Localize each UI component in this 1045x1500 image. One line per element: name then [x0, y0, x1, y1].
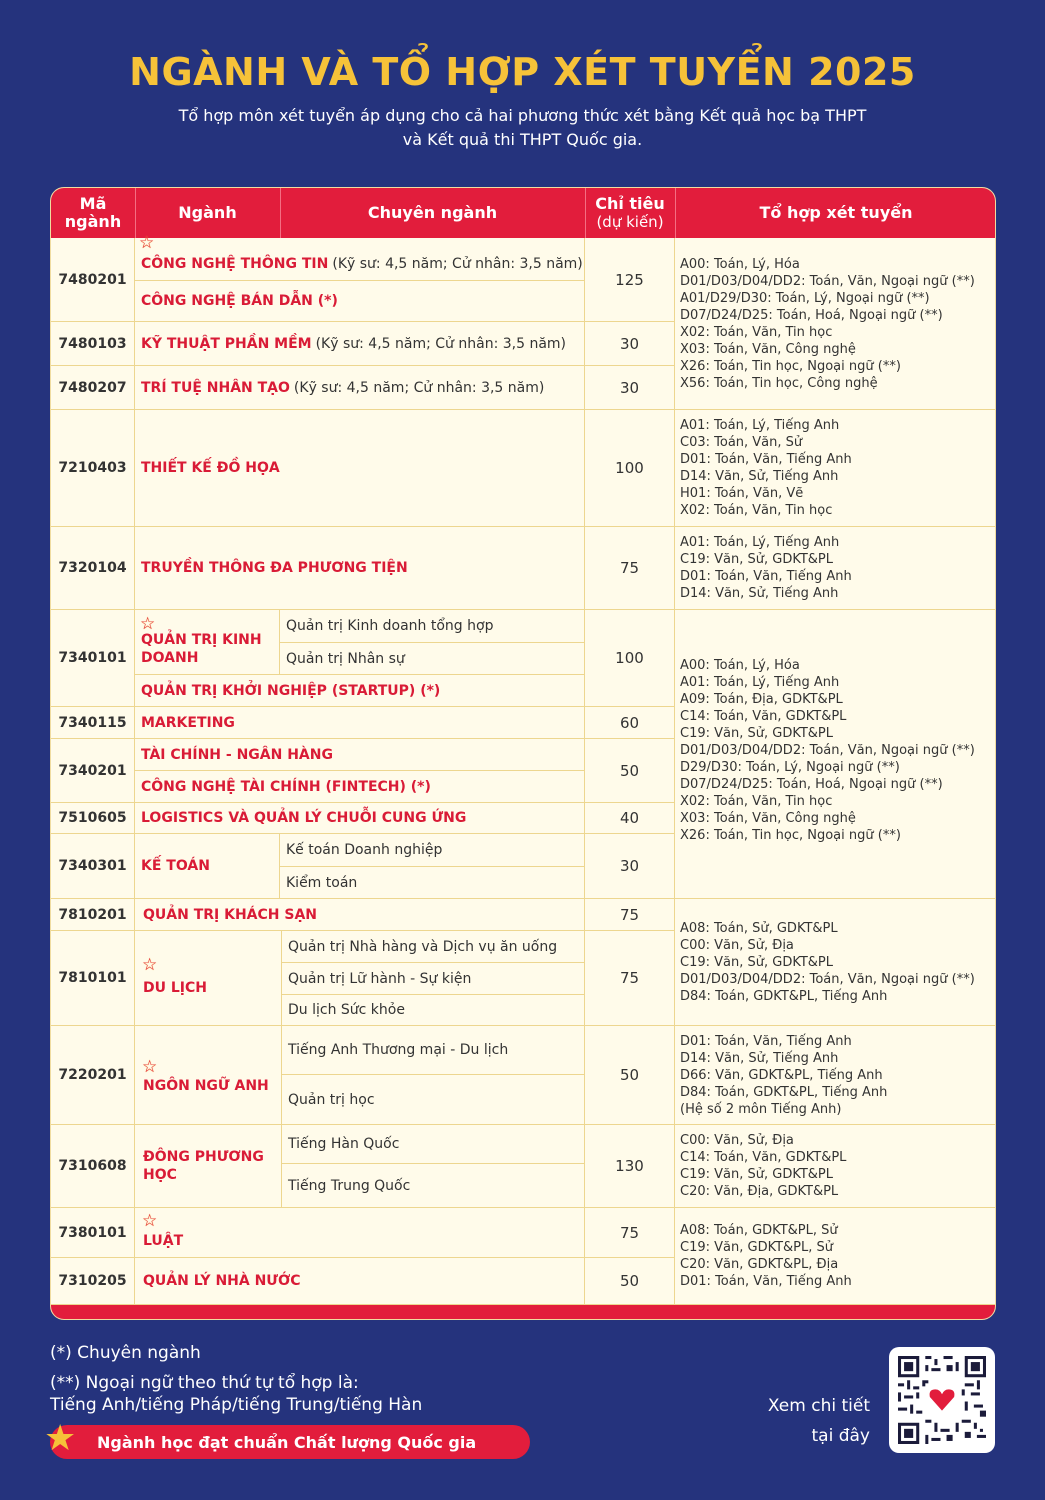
code-7380101: 7380101: [51, 1208, 135, 1258]
major-cong-nghe-ban-dan: CÔNG NGHỆ BÁN DẪN (*): [135, 281, 585, 322]
code-7220201: 7220201: [51, 1026, 135, 1125]
spec-ke-toan-doanh-nghiep: Kế toán Doanh nghiệp: [280, 834, 585, 867]
code-7810101: 7810101: [51, 931, 135, 1026]
combo-list: A08: Toán, GDKT&PL, Sử C19: Văn, GDKT&PL, Sử C20: Văn, GDKT&PL, Địa D01: Toán, Văn, Tiếng Anh: [680, 1223, 852, 1289]
combo-group-media: [675, 527, 996, 610]
code-7810201: 7810201: [51, 899, 135, 931]
major-du-lich: DU LỊCH: [135, 931, 282, 1026]
major-quan-tri-kinh-doanh: QUẢN TRỊ KINH DOANH: [135, 610, 280, 675]
major-quan-tri-khoi-nghiep: QUẢN TRỊ KHỞI NGHIỆP (STARTUP) (*): [135, 675, 585, 707]
star-icon: ☆: [142, 955, 158, 975]
major-truyen-thong-da-phuong-tien: TRUYỀN THÔNG ĐA PHƯƠNG TIỆN: [135, 527, 585, 610]
major-note: (Kỹ sư: 4,5 năm; Cử nhân: 3,5 năm): [293, 379, 545, 396]
spec-nha-hang: Quản trị Nhà hàng và Dịch vụ ăn uống: [282, 931, 585, 963]
combo-group-business: [675, 610, 996, 899]
star-icon: ☆: [140, 614, 156, 634]
code-7480201: 7480201: [51, 238, 135, 322]
major-ky-thuat-phan-mem: [135, 322, 585, 366]
header-combos: Tổ hợp xét tuyển: [759, 203, 913, 222]
quota-7810101: 75: [585, 931, 675, 1026]
spec-lu-hanh: Quản trị Lữ hành - Sự kiện: [282, 963, 585, 995]
major-quan-tri-khach-san: QUẢN TRỊ KHÁCH SẠN: [135, 899, 585, 931]
major-label: CÔNG NGHỆ THÔNG TIN: [141, 256, 329, 272]
code-7310608: 7310608: [51, 1125, 135, 1208]
admission-table: [50, 187, 996, 1320]
quota-7380101: 75: [585, 1208, 675, 1258]
major-label: TRÍ TUỆ NHÂN TẠO: [141, 379, 290, 396]
quota-7340201: 50: [585, 739, 675, 803]
header-quota: [585, 188, 675, 238]
major-note: (Kỹ sư: 4,5 năm; Cử nhân: 3,5 năm): [315, 335, 567, 352]
major-luat: LUẬT: [135, 1208, 585, 1258]
quota-7340101: 100: [585, 610, 675, 707]
quota-7340301: 30: [585, 834, 675, 899]
code-7480103: 7480103: [51, 322, 135, 366]
combo-group-design: [675, 410, 996, 527]
qr-code-icon[interactable]: [889, 1347, 995, 1453]
quota-7320104: 75: [585, 527, 675, 610]
footnote-language-2: Tiếng Anh/tiếng Pháp/tiếng Trung/tiếng Hàn: [50, 1395, 423, 1415]
subtitle-line-1: Tổ hợp môn xét tuyển áp dụng cho cả hai phương thức xét bằng Kết quả học bạ THPT: [178, 106, 867, 125]
code-7340101: 7340101: [51, 610, 135, 707]
major-thiet-ke-do-hoa: THIẾT KẾ ĐỒ HỌA: [135, 410, 585, 527]
combo-group-english: [675, 1026, 996, 1125]
major-logistics: LOGISTICS VÀ QUẢN LÝ CHUỖI CUNG ỨNG: [135, 803, 585, 834]
major-tri-tue-nhan-tao: [135, 366, 585, 410]
combo-list: A00: Toán, Lý, Hóa A01: Toán, Lý, Tiếng Anh A09: Toán, Địa, GDKT&PL C14: Toán, Văn, GDKT&PL C19: Văn, Sử, GDKT&PL D01/D03/D04/DD2: Toán, Văn, Ngoại ngữ (**) D29/D30: Toán, Lý, Ngoại ngữ (**) D07/D24/D25: Toán, Hoá, Ngoại ngữ (**) X02: Toán, Văn, Tin học X03: Toán, Văn, Công nghệ X26: Toán, Tin học, Ngoại ngữ (**): [680, 658, 975, 843]
table-header: [51, 188, 996, 238]
code-7510605: 7510605: [51, 803, 135, 834]
spec-quan-tri-nhan-su: Quản trị Nhân sự: [280, 643, 585, 675]
major-ke-toan: KẾ TOÁN: [135, 834, 280, 899]
major-cong-nghe-thong-tin: [135, 233, 585, 281]
footnote-language-1: (**) Ngoại ngữ theo thứ tự tổ hợp là:: [50, 1373, 359, 1393]
code-7340115: 7340115: [51, 707, 135, 739]
header-specialization: Chuyên ngành: [367, 203, 498, 222]
header-quota-label: Chỉ tiêu: [595, 194, 665, 213]
code-7480207: 7480207: [51, 366, 135, 410]
combo-list: A01: Toán, Lý, Tiếng Anh C03: Toán, Văn, Sử D01: Toán, Văn, Tiếng Anh D14: Văn, Sử, Tiếng Anh H01: Toán, Văn, Vẽ X02: Toán, Văn, Tin học: [680, 418, 852, 518]
quota-7220201: 50: [585, 1026, 675, 1125]
star-icon: ★: [44, 1418, 77, 1459]
spec-quan-tri-kinh-doanh-tong-hop: Quản trị Kinh doanh tổng hợp: [280, 610, 585, 643]
combo-group-it: [675, 238, 996, 410]
page-title: NGÀNH VÀ TỔ HỢP XÉT TUYỂN 2025: [129, 50, 916, 94]
combo-list: C00: Văn, Sử, Địa C14: Toán, Văn, GDKT&PL C19: Văn, Sử, GDKT&PL C20: Văn, Địa, GDKT&PL: [680, 1133, 847, 1199]
major-marketing: MARKETING: [135, 707, 585, 739]
major-note: (Kỹ sư: 4,5 năm; Cử nhân: 3,5 năm): [332, 256, 583, 272]
quota-7510605: 40: [585, 803, 675, 834]
spec-tieng-trung: Tiếng Trung Quốc: [282, 1164, 585, 1208]
page-subtitle: [0, 104, 1045, 152]
quota-7480201: 125: [585, 238, 675, 322]
footnote-specialization: (*) Chuyên ngành: [50, 1343, 201, 1363]
qr-caption-line-2: tại đây: [811, 1426, 870, 1446]
quota-7310205: 50: [585, 1258, 675, 1305]
major-tai-chinh-ngan-hang: TÀI CHÍNH - NGÂN HÀNG: [135, 739, 585, 771]
major-ngon-ngu-anh: NGÔN NGỮ ANH: [135, 1026, 282, 1125]
combo-list: A00: Toán, Lý, Hóa D01/D03/D04/DD2: Toán, Văn, Ngoại ngữ (**) A01/D29/D30: Toán, Lý, Ngoại ngữ (**) D07/D24/D25: Toán, Hoá, Ngoại ngữ (**) X02: Toán, Văn, Tin học X03: Toán, Văn, Công nghệ X26: Toán, Tin học, Ngoại ngữ (**) X56: Toán, Tin học, Công nghệ: [680, 257, 975, 391]
code-7340301: 7340301: [51, 834, 135, 899]
header-quota-sub: (dự kiến): [596, 213, 664, 231]
code-7340201: 7340201: [51, 739, 135, 803]
code-7320104: 7320104: [51, 527, 135, 610]
major-quan-ly-nha-nuoc: QUẢN LÝ NHÀ NƯỚC: [135, 1258, 585, 1305]
combo-group-tourism: [675, 899, 996, 1026]
quota-7480103: 30: [585, 322, 675, 366]
quality-badge: Ngành học đạt chuẩn Chất lượng Quốc gia: [50, 1425, 530, 1459]
combo-group-oriental: [675, 1125, 996, 1208]
combo-list: A08: Toán, Sử, GDKT&PL C00: Văn, Sử, Địa C19: Văn, Sử, GDKT&PL D01/D03/D04/DD2: Toán, Văn, Ngoại ngữ (**) D84: Toán, GDKT&PL, Tiếng Anh: [680, 920, 975, 1004]
table-footer-bar: [51, 1305, 996, 1320]
header-code: Mã ngành: [64, 194, 122, 231]
quota-7810201: 75: [585, 899, 675, 931]
spec-du-lich-suc-khoe: Du lịch Sức khỏe: [282, 995, 585, 1026]
star-icon: ☆: [139, 233, 155, 253]
major-dong-phuong-hoc: ĐÔNG PHƯƠNG HỌC: [135, 1125, 282, 1208]
major-label: KỸ THUẬT PHẦN MỀM: [141, 335, 312, 352]
quota-7480207: 30: [585, 366, 675, 410]
spec-kiem-toan: Kiểm toán: [280, 867, 585, 899]
spec-tieng-anh-thuong-mai: Tiếng Anh Thương mại - Du lịch: [282, 1026, 585, 1075]
spec-tieng-han: Tiếng Hàn Quốc: [282, 1125, 585, 1164]
header-major: Ngành: [178, 203, 237, 222]
code-7210403: 7210403: [51, 410, 135, 527]
star-icon: ☆: [142, 1057, 158, 1077]
star-icon: ☆: [142, 1211, 158, 1231]
quota-7310608: 130: [585, 1125, 675, 1208]
combo-list: D01: Toán, Văn, Tiếng Anh D14: Văn, Sử, Tiếng Anh D66: Văn, GDKT&PL, Tiếng Anh D84: Toán, GDKT&PL, Tiếng Anh (Hệ số 2 môn Tiếng Anh): [680, 1033, 888, 1117]
quota-7340115: 60: [585, 707, 675, 739]
code-7310205: 7310205: [51, 1258, 135, 1305]
spec-quan-tri-hoc: Quản trị học: [282, 1075, 585, 1125]
combo-group-law: [675, 1208, 996, 1305]
qr-caption-line-1: Xem chi tiết: [767, 1396, 870, 1416]
subtitle-line-2: và Kết quả thi THPT Quốc gia.: [402, 130, 643, 149]
combo-list: A01: Toán, Lý, Tiếng Anh C19: Văn, Sử, GDKT&PL D01: Toán, Văn, Tiếng Anh D14: Văn, Sử, Tiếng Anh: [680, 535, 852, 601]
major-cong-nghe-tai-chinh: CÔNG NGHỆ TÀI CHÍNH (FINTECH) (*): [135, 771, 585, 803]
quota-7210403: 100: [585, 410, 675, 527]
